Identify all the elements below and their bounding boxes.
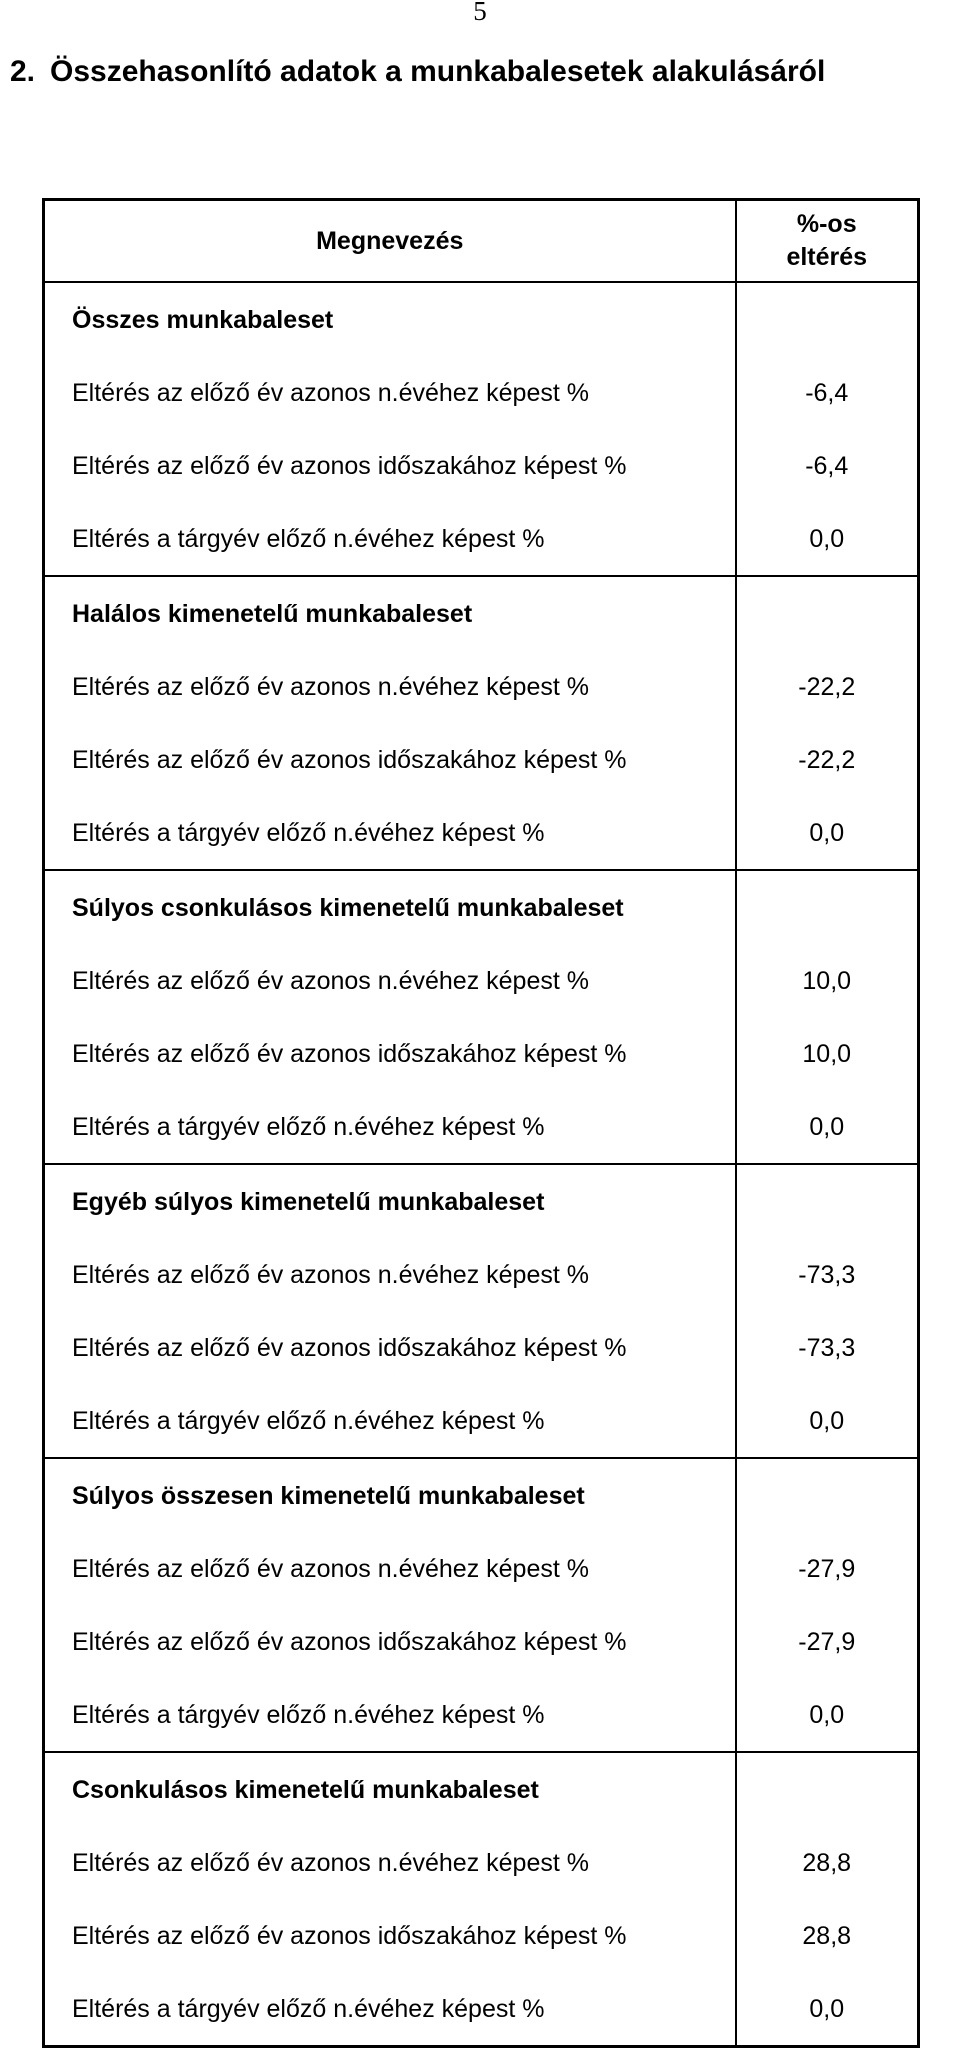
table-row: [44, 1384, 919, 1458]
row-value: -6,4: [805, 451, 849, 480]
row-value: -27,9: [798, 1627, 856, 1656]
row-value: -27,9: [798, 1554, 856, 1583]
row-label: Eltérés az előző év azonos időszakához képest %: [44, 1605, 736, 1678]
row-label: Eltérés a tárgyév előző n.évéhez képest %: [44, 1678, 736, 1752]
group-title: Súlyos összesen kimenetelű munkabaleset: [44, 1458, 736, 1532]
group-title: Súlyos csonkulásos kimenetelű munkabaleset: [44, 870, 736, 944]
row-label: Eltérés az előző év azonos időszakához képest %: [44, 429, 736, 502]
table-row: [44, 796, 919, 870]
table-row: [44, 356, 919, 429]
row-label: Eltérés az előző év azonos időszakához képest %: [44, 723, 736, 796]
row-value: -6,4: [805, 378, 849, 407]
row-value: -73,3: [798, 1260, 856, 1289]
table-row: [44, 723, 919, 796]
table-row: [44, 1678, 919, 1752]
section-title: Összehasonlító adatok a munkabalesetek alakulásáról: [50, 55, 826, 88]
column-header-name: Megnevezés: [44, 200, 736, 283]
group-title-row: [44, 282, 919, 356]
group-title-row: [44, 870, 919, 944]
table-row: [44, 650, 919, 723]
group-title-row: [44, 1164, 919, 1238]
column-header-percent-line1: %-os: [796, 210, 857, 238]
group-title-value-empty: [736, 1164, 919, 1238]
row-value: -22,2: [798, 672, 856, 701]
row-label: Eltérés az előző év azonos n.évéhez képest %: [44, 1826, 736, 1899]
table-row: [44, 429, 919, 502]
section-number: 2.: [10, 55, 36, 88]
group-title-value-empty: [736, 1458, 919, 1532]
table-row: [44, 1899, 919, 1972]
column-header-percent: [736, 200, 919, 283]
row-value: 0,0: [809, 524, 845, 553]
table-row: [44, 1017, 919, 1090]
row-label: Eltérés a tárgyév előző n.évéhez képest %: [44, 1090, 736, 1164]
table-row: [44, 1311, 919, 1384]
row-value: 0,0: [809, 1112, 845, 1141]
group-title-value-empty: [736, 1752, 919, 1826]
row-value: 28,8: [802, 1848, 852, 1877]
row-label: Eltérés az előző év azonos n.évéhez képest %: [44, 1532, 736, 1605]
section-heading: [10, 52, 825, 92]
page-number-text: 5: [473, 0, 487, 26]
table-row: [44, 1972, 919, 2047]
group-title-row: [44, 1458, 919, 1532]
table-row: [44, 1826, 919, 1899]
table-header-row: [44, 200, 919, 283]
group-title: Egyéb súlyos kimenetelű munkabaleset: [44, 1164, 736, 1238]
row-value: 0,0: [809, 1994, 845, 2023]
row-label: Eltérés a tárgyév előző n.évéhez képest %: [44, 796, 736, 870]
group-title-value-empty: [736, 870, 919, 944]
row-value: 0,0: [809, 1406, 845, 1435]
row-label: Eltérés az előző év azonos n.évéhez képest %: [44, 356, 736, 429]
row-label: Eltérés a tárgyév előző n.évéhez képest %: [44, 502, 736, 576]
row-label: Eltérés az előző év azonos időszakához képest %: [44, 1899, 736, 1972]
comparison-table: [42, 198, 920, 2048]
group-title: Csonkulásos kimenetelű munkabaleset: [44, 1752, 736, 1826]
row-label: Eltérés az előző év azonos n.évéhez képest %: [44, 944, 736, 1017]
table-body: [44, 282, 919, 2047]
group-title: Összes munkabaleset: [44, 282, 736, 356]
group-title: Halálos kimenetelű munkabaleset: [44, 576, 736, 650]
row-value: 10,0: [802, 1039, 852, 1068]
column-header-percent-line2: eltérés: [786, 243, 868, 271]
group-title-value-empty: [736, 282, 919, 356]
row-value: 28,8: [802, 1921, 852, 1950]
group-title-value-empty: [736, 576, 919, 650]
table-row: [44, 1238, 919, 1311]
row-label: Eltérés a tárgyév előző n.évéhez képest %: [44, 1972, 736, 2047]
group-title-row: [44, 576, 919, 650]
table-row: [44, 944, 919, 1017]
row-label: Eltérés az előző év azonos n.évéhez képest %: [44, 650, 736, 723]
group-title-row: [44, 1752, 919, 1826]
table-row: [44, 1605, 919, 1678]
row-value: -73,3: [798, 1333, 856, 1362]
row-value: 0,0: [809, 1700, 845, 1729]
row-label: Eltérés az előző év azonos n.évéhez képest %: [44, 1238, 736, 1311]
row-label: Eltérés az előző év azonos időszakához képest %: [44, 1017, 736, 1090]
row-label: Eltérés az előző év azonos időszakához képest %: [44, 1311, 736, 1384]
row-value: 10,0: [802, 966, 852, 995]
table-row: [44, 1532, 919, 1605]
page-number: [0, 0, 960, 26]
table-row: [44, 502, 919, 576]
table-row: [44, 1090, 919, 1164]
row-value: -22,2: [798, 745, 856, 774]
row-value: 0,0: [809, 818, 845, 847]
row-label: Eltérés a tárgyév előző n.évéhez képest %: [44, 1384, 736, 1458]
